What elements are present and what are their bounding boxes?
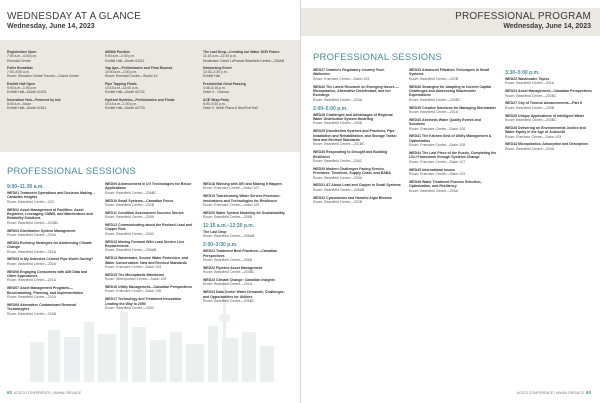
session-title: Distribution System Management — [20, 228, 76, 233]
session-code: WED27 — [505, 101, 518, 106]
page-date: Wednesday, June 14, 2023 — [7, 23, 95, 30]
session-title: Creative Solutions for Managing Stormwater — [422, 105, 496, 110]
session-title: Utility Management—Canadian Perspectives — [118, 285, 192, 290]
left-footer — [7, 390, 81, 395]
session-item — [313, 167, 401, 180]
glance-item — [105, 66, 193, 79]
session-room: Room: Enercare Centre—Salon 109 — [203, 203, 260, 208]
glance-item-time: 8:00 a.m.–Noon — [7, 101, 32, 106]
time-slot-heading: 3:30–5:00 p.m. — [505, 70, 540, 76]
session-item — [409, 168, 497, 177]
session-title: Is My Asbestos Cement Pipe Worth Saving? — [20, 257, 94, 262]
session-item — [7, 303, 95, 316]
session-item — [313, 85, 401, 103]
session-room: Room: Beanfield Centre—202A — [7, 261, 57, 266]
session-item — [203, 290, 291, 303]
session-code: WED46 — [409, 179, 422, 184]
session-room: Room: Enercare Centre—Salon 103 — [313, 76, 370, 81]
session-title: The Microplastic Maelstrom — [118, 272, 165, 277]
footer-text: ACE23 CONFERENCE | AWWA.ORG/ACE — [13, 391, 82, 395]
session-item — [505, 114, 593, 123]
session-title: The Latest Research on Emerging Issues — Microplastics, Alternative Disinfectant, and Ion Exchange — [313, 84, 399, 98]
session-code: WED45 — [409, 167, 422, 172]
session-code: WED22 — [505, 77, 518, 81]
session-item — [105, 273, 193, 282]
session-room: Room: Beanfield Centre—204A — [7, 233, 57, 238]
session-item — [409, 180, 497, 193]
session-room: Room: Beanfield Centre—202B — [313, 200, 363, 205]
session-code: WED44 — [409, 151, 422, 156]
session-title: Treatment Operations and Decision Making – Canadian Insights — [7, 191, 95, 200]
glance-item-time: 9:00 a.m.–1:00 p.m. — [7, 86, 38, 91]
session-title: Winning with DEI and Making It Happen — [216, 182, 282, 186]
session-room: Room: Enercare Centre—Salon 108 — [409, 143, 466, 148]
session-code: WED02 — [7, 207, 20, 212]
session-item — [409, 151, 497, 164]
session-title: Alternative Contaminant Removal Technologies — [7, 302, 77, 312]
session-item — [313, 129, 401, 147]
session-room: Room: Beanfield Centre—204BC — [409, 97, 461, 102]
session-title: Disinfection Systems and Practices, Pipe Installation and Rehabilitation, and Storage Tanks: New and Revised Standards — [313, 129, 397, 143]
session-room: Room: Beanfield Centre—201A — [505, 81, 555, 86]
glance-item-place: Emerald Centre — [7, 58, 31, 63]
session-title: Advancement in UV Technologies for Reuse Applications — [105, 182, 192, 191]
glance-item-name: Presidential Geral Passing — [203, 81, 246, 86]
session-title: The Kitchen Sink of Utility Management & Optimization — [409, 134, 492, 143]
session-room: Room: Beanfield Centre—205BC — [203, 299, 255, 304]
session-room: Room: Beanfield Centre—206AB — [313, 187, 365, 192]
session-item — [203, 266, 291, 275]
session-title: Technology and Treatment Innovation Leading the Way to 2050 — [105, 297, 181, 306]
session-item — [7, 270, 95, 283]
session-item — [105, 256, 193, 269]
glance-item-name: Exhibit Hall Open — [7, 81, 36, 86]
session-code: WED22 — [203, 265, 216, 270]
glance-item — [105, 98, 193, 111]
session-code: WED09 — [105, 182, 118, 186]
glance-column-3 — [203, 50, 291, 114]
session-item — [105, 182, 193, 195]
page-number: 62 — [7, 390, 13, 395]
footer-text: ACE23 CONFERENCE | AWWA.ORG/ACE — [516, 391, 585, 395]
time-slot-heading: 2:00–3:30 p.m. — [203, 242, 238, 249]
session-title: Condition Assessment Success Stories — [117, 210, 184, 215]
glance-item-place: Room: Emerald Centre—Studio Ev — [105, 74, 158, 79]
session-room: Room: Beanfield Centre—202B — [409, 76, 459, 81]
session-room: Room: Enercare Centre—Salon 105 — [409, 126, 466, 131]
glance-item-name: Pipe Tapping Finals — [105, 81, 137, 86]
session-item — [505, 126, 593, 139]
session-room: Room: Beanfield Centre—206C — [105, 306, 155, 311]
session-title: Unique Applications of Intelligent Water — [518, 113, 585, 118]
glance-item — [7, 98, 95, 111]
session-code: WED13 — [105, 239, 118, 244]
session-code: WED33 — [409, 68, 422, 72]
session-title: Asset Management at Facilities: Asset Registers, Leveraging CMMS, and Maintenance and Reliability Solutions — [7, 207, 93, 221]
session-title: International Issues — [422, 167, 455, 172]
session-code: WED30 — [313, 150, 326, 155]
session-room: Room: Beanfield Centre—206C — [313, 159, 363, 164]
session-title: Small Systems—Canadian Focus — [118, 198, 174, 203]
session-title: Asset Management Programs—Benchmarking, Planning, and Implementation — [7, 286, 84, 295]
session-item — [105, 223, 193, 236]
right-sessions-column-3 — [505, 68, 593, 155]
glance-item — [203, 98, 291, 111]
left-sessions-column-3 — [203, 182, 291, 307]
session-item — [203, 182, 291, 191]
glance-item-time: 10:00 a.m.–2:30 p.m. — [105, 70, 138, 75]
left-sessions-column-1 — [7, 182, 95, 319]
glance-column-1 — [7, 50, 95, 114]
session-title: Treatment Best Practices—Canadian Perspectives — [203, 249, 278, 258]
session-code: WED31 — [313, 183, 326, 188]
session-code: WED19 — [203, 194, 216, 199]
session-room: Room: Beanfield Centre—204A — [505, 146, 555, 151]
session-item — [105, 211, 193, 220]
glance-item-place: Exhibit Hall—Booth #3732 — [105, 90, 145, 95]
page-date: Wednesday, June 14, 2023 — [503, 23, 591, 30]
session-title: Data Center Water Demands, Challenges, and Opportunities for Utilities — [203, 290, 285, 299]
right-page — [300, 0, 600, 403]
session-item — [505, 142, 593, 151]
session-code: WED15 — [105, 272, 118, 277]
session-code: WED43 — [505, 142, 518, 147]
session-room: Room: Beanfield Centre—206BC — [105, 190, 157, 195]
session-title: Aesthetic Water Quality Events and Solutions — [409, 117, 481, 127]
glance-item-name: Networking Event — [203, 65, 232, 70]
session-room: Room: Beanfield Centre—206B — [203, 215, 253, 220]
glance-item — [7, 50, 95, 63]
glance-item-time: 12:30–2:30 p.m. — [203, 70, 228, 75]
session-room: Room: Beanfield Centre—201A — [7, 278, 57, 283]
session-room: Room: Beanfield Centre—203BC — [203, 270, 255, 275]
session-code: WED14 — [105, 256, 118, 261]
glance-item-place: Room: Sheraton Centre Toronto—Grand Centre — [7, 74, 79, 79]
glance-item-time: 4:45–6:15 p.m. — [203, 86, 226, 91]
glance-item-place: Exhibit Hall—Booth #2011 — [105, 58, 145, 63]
session-room: Room: Beanfield Centre—201A — [7, 249, 57, 254]
glance-item-place: Exhibit Hall—Booth #3733 — [105, 106, 145, 111]
session-room: Room: Beanfield Centre—206D — [313, 121, 363, 126]
glance-item-place: Exhibit Hall — [203, 74, 220, 79]
session-code: WED24 — [505, 89, 518, 94]
session-title: Evolving Strategies for Addressing Climate Change — [7, 240, 92, 250]
session-item — [505, 101, 593, 110]
glance-item-place: Moderator: David LaFrance Beanfield Centre—206AB — [203, 58, 285, 63]
session-title: Climate Change: Canadian Insights — [216, 278, 275, 283]
session-code: WED42 — [313, 84, 326, 89]
time-slot-heading: 11:15 a.m.–12:30 p.m. — [203, 223, 255, 230]
session-code: WED32 — [313, 195, 326, 200]
session-code: WED04 — [7, 240, 20, 245]
session-title: Water Treatment Process Selection, Optimization, and Resiliency — [409, 179, 482, 189]
glance-item-place: Exhibit Hall—Booth #1511 — [7, 106, 47, 111]
session-room: Room: Beanfield Centre—205A — [409, 188, 459, 193]
session-code: WED40 — [409, 117, 422, 122]
session-room: Room: Enercare Centre—Salon 108 — [105, 289, 162, 294]
glance-item-name: Registration Open — [7, 50, 37, 54]
glance-item — [7, 82, 95, 95]
session-room: Room: Beanfield Centre—203 — [7, 199, 54, 204]
session-code: WED07 — [7, 286, 20, 291]
session-room: Room: Metropolitan Centre—Salon 105 — [105, 277, 167, 282]
session-room: Room: Beanfield Centre—203BC — [505, 93, 557, 98]
glance-item-time: 10:15 a.m.–1:00 p.m. — [105, 101, 138, 106]
glance-item — [203, 66, 291, 79]
session-item — [409, 85, 497, 103]
session-code: WED18 — [203, 182, 216, 186]
session-item — [313, 113, 401, 126]
session-item — [7, 286, 95, 299]
session-title: Microplastics: Adsorption and Desorption — [518, 142, 588, 147]
right-sessions-column-2 — [409, 68, 497, 196]
page-title: WEDNESDAY AT A GLANCE — [7, 11, 142, 22]
right-footer — [517, 390, 591, 395]
session-code: WED29 — [313, 129, 326, 134]
glance-item-time: 6:00–9:30 p.m. — [203, 101, 226, 106]
session-item — [7, 257, 95, 266]
glance-item — [7, 66, 95, 79]
session-item — [203, 211, 291, 220]
session-title: Transforming Water Service Provision: Innovations and Technologies for Resilience — [203, 194, 281, 203]
session-room: Room: Enercare Centre—Salon 103 — [505, 134, 562, 139]
session-code: WED39 — [409, 105, 422, 110]
session-title: Advanced Filtration Techniques in Small Systems — [409, 68, 490, 77]
session-code: WED08 — [7, 302, 20, 307]
session-code: WED10 — [105, 198, 118, 203]
session-room: Room: Beanfield Centre—201BC — [313, 142, 365, 147]
session-room: Room: Beanfield Centre—206A — [203, 258, 253, 263]
session-room: Room: Beanfield Centre—206AB — [105, 248, 157, 253]
session-title: Strategies for Adapting to Current Capital Challenges and Addressing Stakeholder Expectations — [409, 84, 492, 98]
session-title: Responding to Drought and Building Resilience — [313, 150, 388, 159]
glance-item-time: 11:15 a.m.–12:30 p.m. — [203, 54, 237, 59]
session-code: WED01 — [7, 191, 20, 195]
glance-item-name: Hydrant Hysteria—Preliminaries and Finals — [105, 97, 175, 102]
session-item — [7, 191, 95, 204]
session-title: Asset Management—Canadian Perspectives — [518, 89, 592, 94]
session-room: Room: Beanfield Centre—205A — [105, 215, 155, 220]
session-code: WED30 — [313, 166, 326, 171]
session-item — [505, 89, 593, 98]
session-item — [105, 297, 193, 310]
session-title: The Last Drop — [203, 230, 227, 235]
page-number: 63 — [585, 390, 591, 395]
session-item — [203, 194, 291, 207]
right-sessions-column-1 — [313, 68, 401, 208]
session-room: Room: Enercare Centre—Salon 107 — [203, 186, 260, 191]
session-item — [7, 208, 95, 226]
glance-item — [203, 50, 291, 63]
time-slot-heading: 9:00–11:30 a.m. — [7, 184, 44, 190]
session-code: WED36 — [409, 84, 422, 89]
glance-item-name: Innovation Hub—Powered by Isle — [7, 97, 61, 102]
session-item — [105, 240, 193, 253]
glance-item-place: Hotel X: North Plaza & NewPort Hall — [203, 106, 258, 111]
session-title: Pipeline Asset Management — [216, 265, 263, 270]
glance-item — [105, 50, 193, 63]
time-slot-heading: 2:00–5:00 p.m. — [313, 105, 348, 112]
session-title: Delivering on Environmental Justice and Water Equity in the Age of Justice40 — [505, 125, 586, 135]
session-room: Room: Beanfield Centre—201A — [203, 282, 253, 287]
glance-item-time: 7:00–9:00 a.m. — [7, 70, 30, 75]
session-item — [7, 229, 95, 238]
left-sessions-column-2 — [105, 182, 193, 314]
session-room: Room: Enercare Centre—Salon 103 — [105, 265, 162, 270]
session-title: AT About Lead and Copper in Small Systems — [326, 183, 401, 188]
session-room: Room: Beanfield Centre—206AB — [203, 234, 255, 239]
session-room: Room: Beanfield Centre—201A — [409, 110, 459, 115]
page-title: PROFESSIONAL PROGRAM — [455, 11, 591, 22]
glance-item — [203, 82, 291, 95]
session-item — [505, 77, 593, 86]
sessions-heading: PROFESSIONAL SESSIONS — [313, 52, 442, 63]
session-item — [313, 150, 401, 163]
session-item — [409, 134, 497, 147]
session-room: Room: Beanfield Centre—202B — [105, 203, 155, 208]
session-item — [409, 106, 497, 115]
session-code: WED11 — [105, 210, 117, 215]
session-title: Challenges and Advantages of Regional Water Distribution System Modeling — [313, 112, 393, 122]
session-title: Communicating about the Revised Lead and Copper Rule — [105, 223, 192, 232]
session-item — [7, 241, 95, 254]
session-code: WED41 — [409, 134, 422, 139]
session-item — [203, 249, 291, 262]
session-item — [105, 199, 193, 208]
session-code: WED24 — [203, 290, 216, 295]
session-item — [409, 68, 497, 81]
sessions-heading: PROFESSIONAL SESSIONS — [7, 166, 136, 177]
session-title: Wastewater, Source Water Protection, and Water Conservation: New and Revised Standards — [105, 256, 188, 265]
session-item — [203, 230, 291, 239]
session-title: City of Toronto Advancements—Part II — [518, 101, 582, 106]
session-room: Room: Beanfield Centre—205C — [105, 231, 155, 236]
session-code: WED12 — [105, 223, 118, 228]
session-code: WED03 — [7, 228, 20, 233]
session-code: WED05 — [7, 257, 20, 262]
session-item — [203, 278, 291, 287]
glance-item-time: 9:00 a.m.–1:00 p.m. — [105, 54, 136, 59]
glance-item-name: Yap Ape—Preliminaries and Final Rounds — [105, 65, 173, 70]
glance-item-name: The Last Drop—Creating our Water 2030 Future — [203, 50, 280, 54]
session-title: Wastewater Topics — [518, 77, 550, 81]
session-title: Engaging Consumers with AMI Data and Other Approaches — [7, 269, 88, 279]
session-room: Room: Beanfield Centre—203A — [313, 175, 363, 180]
session-item — [409, 118, 497, 131]
session-room: Room: Beanfield Centre—204A — [313, 97, 363, 102]
session-title: Water System Modeling for Sustainability — [216, 210, 285, 215]
glance-item-time: 10:15 a.m.–11:00 a.m. — [105, 86, 139, 91]
glance-item — [105, 82, 193, 95]
session-item — [105, 285, 193, 294]
session-room: Room: Beanfield Centre—201A — [7, 295, 57, 300]
glance-column-2 — [105, 50, 193, 114]
session-title: Modern Challenges Facing Service Providers: Timelines, Supply Chain, and BABA — [313, 166, 391, 176]
session-room: Room: Beanfield Centre—203BC — [7, 220, 59, 225]
glance-item-name: Fuller Breakfast — [7, 65, 33, 70]
session-title: Moving Forward With Lead Service Line Replacements — [105, 239, 185, 249]
session-title: Cyanotoxins and Harmful Algal Blooms — [326, 195, 392, 200]
left-header — [0, 0, 300, 40]
session-room: Room: Enercare Centre—Salon 103 — [409, 172, 466, 177]
session-title: The Last Piece of the Puzzle, Completing the LSLI Framework through Systems Change — [409, 151, 497, 160]
session-code: WED23 — [203, 278, 216, 283]
right-header — [301, 0, 600, 40]
session-item — [313, 183, 401, 192]
session-title: Ontario's Regulatory Journey Post-Walkerton — [313, 68, 385, 77]
session-room: Room: Beanfield Centre—203BC — [505, 118, 557, 123]
glance-item-place: Hotel X - Cinema — [203, 90, 229, 95]
session-code: WED25 — [505, 113, 518, 118]
glance-item-name: AWWA Pavilion — [105, 50, 130, 54]
session-code: WED06 — [7, 269, 20, 274]
session-code: WED21 — [203, 249, 216, 254]
session-code: WED17 — [105, 297, 118, 302]
session-room: Room: Beanfield Centre—206B — [505, 105, 555, 110]
session-code: WED26 — [505, 125, 518, 130]
session-code: WED20 — [203, 210, 216, 215]
at-a-glance-box — [0, 40, 300, 152]
session-code: WED16 — [105, 285, 118, 290]
session-code: WED27 — [313, 68, 326, 72]
session-room: Room: Beanfield Centre—205B — [7, 311, 57, 316]
session-item — [313, 68, 401, 81]
glance-item-time: 7:30 a.m.–4:00 p.m. — [7, 54, 38, 59]
glance-item-name: ACE Wrap Party — [203, 97, 229, 102]
glance-item-place: Exhibit Hall—Booth #1001 — [7, 90, 47, 95]
session-item — [313, 196, 401, 205]
session-room: Room: Enercare Centre—Salon 107 — [409, 159, 466, 164]
session-code: WED28 — [313, 112, 326, 117]
